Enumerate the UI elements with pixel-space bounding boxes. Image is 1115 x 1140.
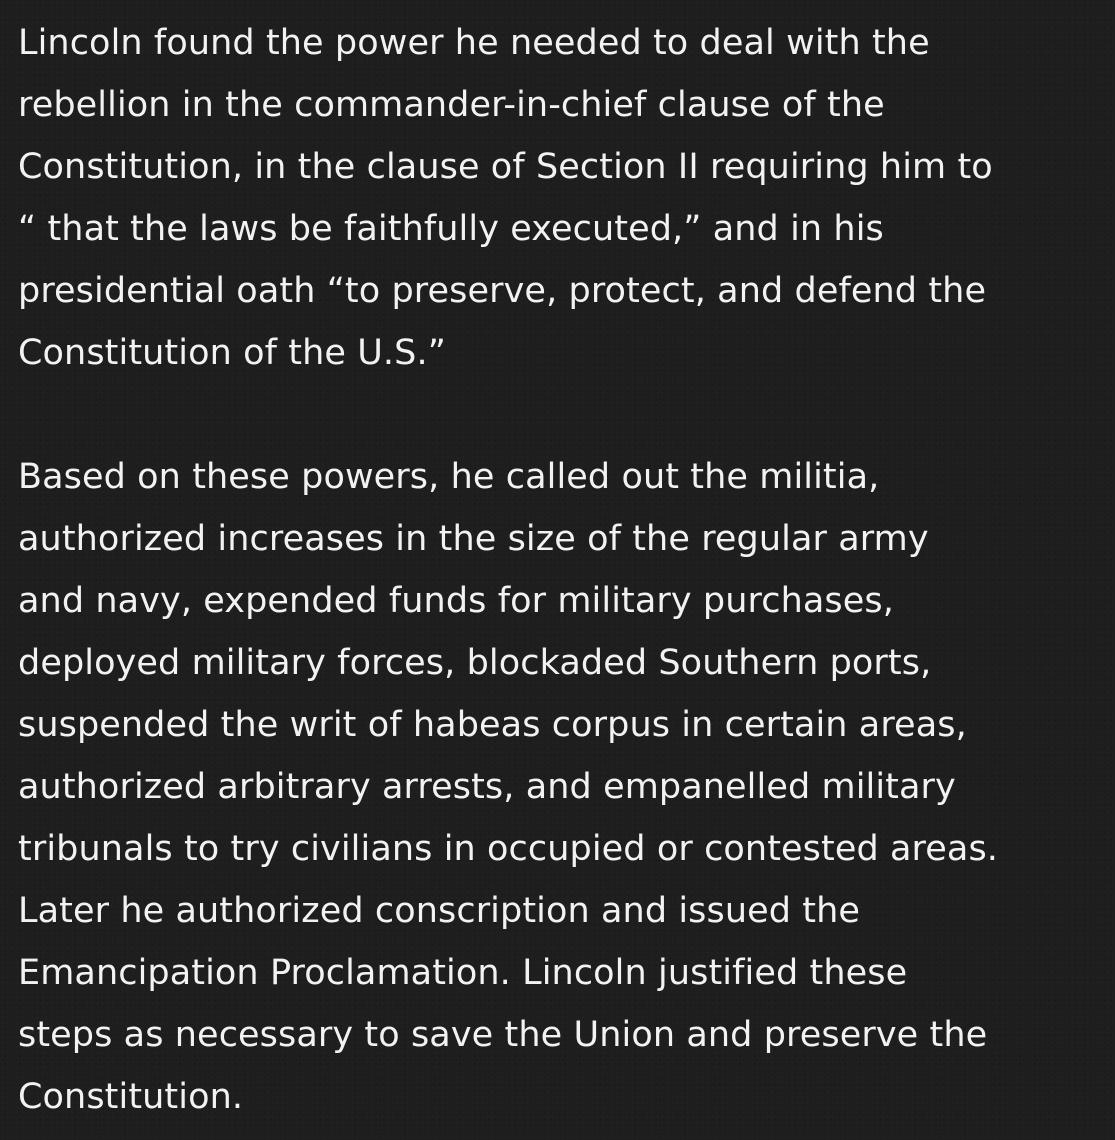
text-line: Later he authorized conscription and issued the	[18, 891, 861, 931]
text-line: deployed military forces, blockaded Southern ports,	[18, 643, 932, 683]
text-line: rebellion in the commander-in-chief clause of the	[18, 85, 885, 125]
text-line: Constitution.	[18, 1077, 244, 1117]
text-line: Lincoln found the power he needed to deal with the	[18, 23, 930, 63]
paragraph-spacer	[18, 384, 1113, 446]
text-line: Based on these powers, he called out the militia,	[18, 457, 880, 497]
note-body[interactable]	[18, 12, 1113, 1128]
text-line: “ that the laws be faithfully executed,” and in his	[18, 209, 884, 249]
paragraph-2	[18, 446, 1113, 1128]
text-line: authorized arbitrary arrests, and empanelled military	[18, 767, 956, 807]
paragraph-1	[18, 12, 1113, 384]
text-line: Emancipation Proclamation. Lincoln justified these	[18, 953, 908, 993]
text-line: Constitution of the U.S.”	[18, 333, 446, 373]
text-line: Constitution, in the clause of Section II requiring him to	[18, 147, 993, 187]
text-line: suspended the writ of habeas corpus in certain areas,	[18, 705, 967, 745]
text-line: steps as necessary to save the Union and preserve the	[18, 1015, 988, 1055]
text-line: presidential oath “to preserve, protect, and defend the	[18, 271, 987, 311]
text-line: tribunals to try civilians in occupied or contested areas.	[18, 829, 999, 869]
text-line: authorized increases in the size of the regular army	[18, 519, 929, 559]
text-line: and navy, expended funds for military purchases,	[18, 581, 894, 621]
